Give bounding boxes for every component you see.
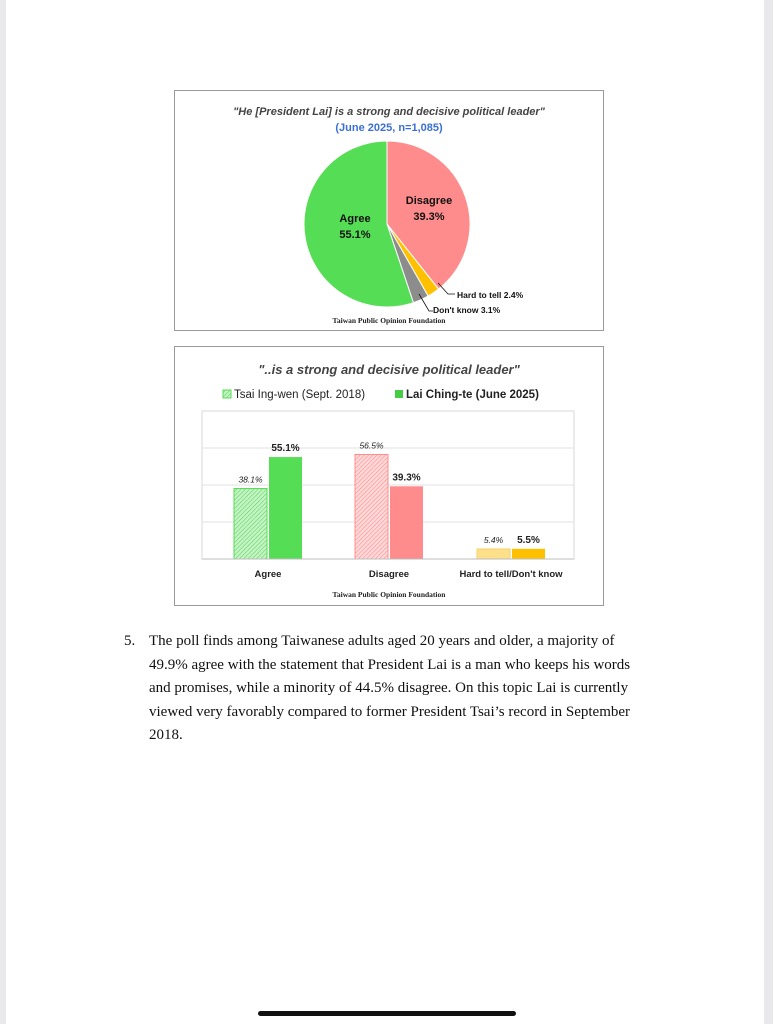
pie-chart [175,91,603,330]
paragraph-line: The poll finds among Taiwanese adults aged 20 years and older, a majority of [149,633,615,649]
pie-chart-source: Taiwan Public Opinion Foundation [332,316,446,325]
pie-label-disagree-name: Disagree [405,195,453,207]
bar-chart-source: Taiwan Public Opinion Foundation [332,590,446,599]
x-tick-label: Disagree [368,569,410,580]
data-label-tsai-1: 56.5% [359,440,384,451]
pie-label-hard-to-tell: Hard to tell 2.4% [457,290,524,300]
paragraph-text [149,630,654,748]
paragraph-line: viewed very favorably compared to former President Tsai’s record in September [149,703,631,720]
legend-swatch-tsai [223,390,231,398]
data-label-lai-1: 39.3% [392,472,421,484]
pie-label-agree-value: 55.1% [339,229,371,241]
data-label-tsai-0: 38.1% [238,474,263,485]
pie-chart-subtitle: (June 2025, n=1,085) [335,122,443,134]
bar-tsai-2 [477,549,510,559]
paragraph-line: 49.9% agree with the statement that President Lai is a man who keeps his words [149,656,631,673]
bar-lai-1 [390,486,423,559]
pie-label-disagree-value: 39.3% [413,211,445,223]
bar-chart-title: "..is a strong and decisive political leader" [258,362,520,377]
legend-label-lai: Lai Ching-te (June 2025) [406,389,539,401]
legend-label-tsai: Tsai Ing-wen (Sept. 2018) [234,389,366,401]
data-label-lai-2: 5.5% [517,534,540,546]
x-tick-label: Hard to tell/Don't know [459,569,563,580]
home-indicator[interactable] [258,1011,516,1016]
paragraph-line: 2018. [149,727,183,743]
pie-label-dont-know: Don't know 3.1% [433,305,501,315]
bar-tsai-1 [355,454,388,559]
data-label-lai-0: 55.1% [271,443,300,455]
bar-tsai-0 [234,489,267,559]
data-label-tsai-2: 5.4% [483,535,504,546]
bar-lai-0 [269,457,302,559]
pie-chart-title: "He [President Lai] is a strong and decisive political leader" [233,106,545,118]
pie-chart-figure [174,90,604,331]
paragraph-item-5 [124,630,654,748]
list-number: 5. [124,633,136,649]
document-page [6,0,764,1024]
bar-lai-2 [512,549,545,559]
legend-swatch-lai [395,390,403,398]
x-tick-label: Agree [254,569,282,580]
bar-chart-figure [174,346,604,606]
bar-chart [175,347,603,605]
paragraph-line: and promises, while a minority of 44.5% disagree. On this topic Lai is currently [149,680,629,696]
pie-label-agree-name: Agree [339,213,371,225]
